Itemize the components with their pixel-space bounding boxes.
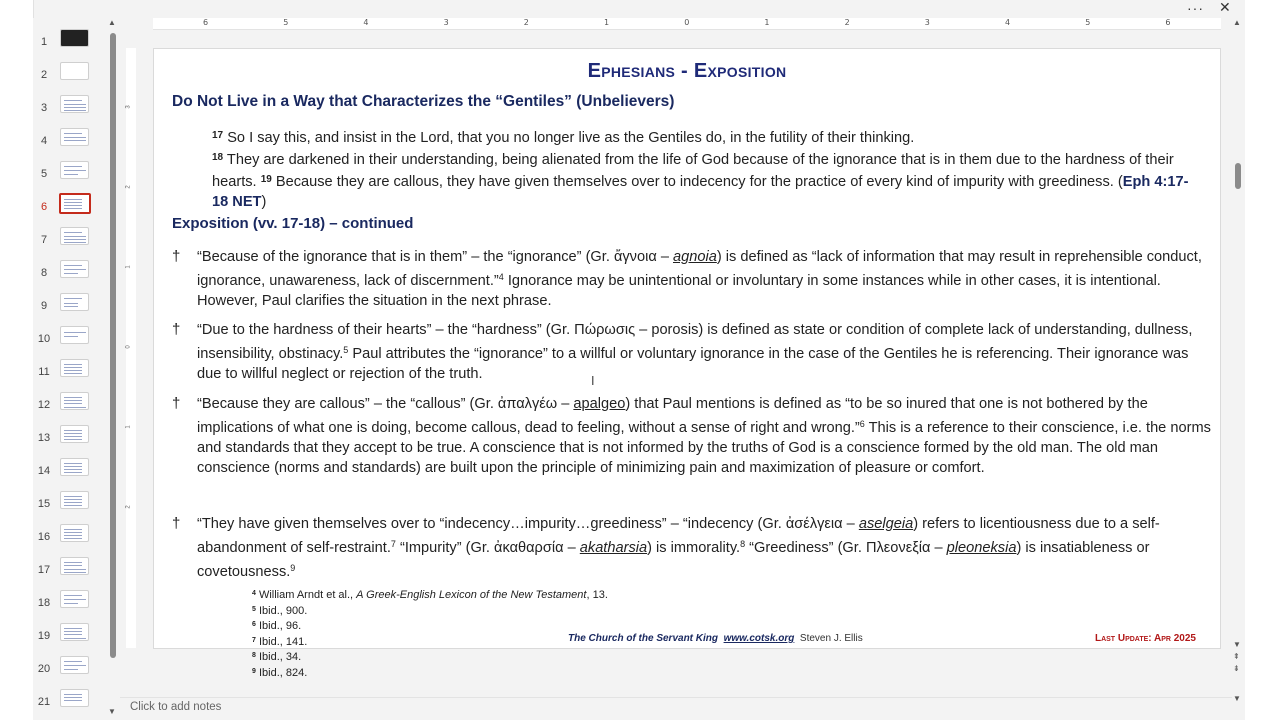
footnote-number: 8 (252, 652, 256, 660)
footnote-item (252, 649, 608, 665)
preview-line (64, 661, 82, 662)
slide-canvas[interactable] (153, 48, 1221, 679)
scripture-quote[interactable]: $^{17}$ So I say this, and insist in the Lord, that you no longer live as the Gentiles do, in the futility of their thinking. $^{18}$ They are darkened in their understanding, being alienated from the life of God because of the ignorance that is in them due to the hardness of their hearts. $^{19}$ Because they are callous, they have given themselves over to indecency for the practice of every kind of impurity with greediness. (Eph 4:17-18 NET) (212, 130, 1189, 210)
preview-line (64, 239, 86, 240)
preview-line (64, 236, 86, 237)
preview-line (64, 166, 82, 167)
footnote-item (252, 665, 608, 681)
footer-url-link[interactable]: www.cotsk.org (723, 633, 795, 644)
preview-line (64, 430, 82, 431)
preview-line (64, 529, 82, 530)
vertical-ruler (126, 48, 136, 648)
greek-term: agnoia (673, 249, 717, 265)
preview-line (64, 569, 86, 570)
verse-19-text: Because they are callous, they have given themselves over to indecency for the practice of every kind of impurity with greediness. (275, 174, 1114, 190)
preview-line (64, 496, 82, 497)
ruler-tick-label: 3 (125, 105, 132, 109)
preview-line (64, 202, 82, 203)
slide-number: 3 (40, 102, 48, 114)
preview-line (64, 469, 82, 470)
footnote-item (252, 603, 608, 619)
slide-preview-image[interactable] (60, 227, 89, 245)
author-name: Steven J. Ellis (799, 633, 863, 644)
slide-preview-image[interactable] (60, 29, 89, 47)
ruler-tick-label: 1 (125, 265, 132, 269)
exposition-subheading[interactable]: Exposition (vv. 17-18) – continued (172, 215, 414, 232)
ruler-tick-label: 4 (1005, 18, 1011, 27)
section-heading[interactable]: Do Not Live in a Way that Characterizes the “Gentiles” (Unbelievers) (172, 93, 675, 110)
greek-term: apalgeo (573, 396, 626, 412)
footnote-item (252, 634, 608, 650)
slide-preview-image[interactable] (60, 95, 89, 113)
ruler-tick-label: 2 (844, 18, 850, 27)
ruler-tick-label: 1 (125, 425, 132, 429)
bullet-text-part: ) is defined as “lack of information that may result in reprehensible conduct, ignorance, unawareness, lack of discernment.” (197, 249, 1202, 289)
bullet-text (197, 320, 1212, 384)
last-update: Last Update: Apr 2025 (1094, 633, 1196, 644)
slide-number: 9 (40, 300, 48, 312)
footnote-ref: 6 (859, 419, 865, 429)
preview-line (64, 700, 82, 701)
preview-line (64, 535, 82, 536)
slide-preview-image[interactable] (60, 557, 89, 575)
slide-scrollbar[interactable] (1232, 18, 1244, 703)
preview-line (64, 174, 78, 175)
dagger-bullet-icon: † (172, 248, 181, 265)
footer-credit (568, 633, 863, 644)
ruler-tick-label: 0 (684, 18, 690, 27)
preview-line (64, 628, 82, 629)
ruler-tick-label: 3 (443, 18, 449, 27)
slide-number: 13 (37, 432, 51, 444)
ruler-tick-label: 2 (125, 185, 132, 189)
ruler-tick-label: 0 (125, 345, 132, 349)
footnote-text: William Arndt et al., (255, 589, 357, 601)
footnote-text: Ibid., 96. (255, 620, 302, 633)
dagger-bullet-icon: † (172, 395, 181, 412)
preview-line (64, 638, 86, 639)
footnotes[interactable] (252, 587, 608, 681)
verse-18-text: They are darkened in their understanding, being alienated from the life of God because of the ignorance that is in them due to the hardness of their hearts. (212, 152, 1174, 190)
preview-line (64, 373, 82, 374)
preview-line (64, 133, 82, 134)
preview-line (64, 562, 82, 563)
right-margin (1245, 0, 1280, 720)
preview-line (64, 665, 86, 666)
footnote-ref: 5 (343, 345, 349, 355)
bullet-text (197, 247, 1212, 311)
bullet-text-part: ) is immorality. (647, 540, 741, 556)
footnote-ref: 8 (740, 539, 746, 549)
footnote-text: , 13. (586, 589, 608, 601)
slide-preview-image[interactable] (60, 293, 89, 311)
preview-line (64, 472, 82, 473)
scripture-reference: Eph 4:17-18 NET (212, 174, 1189, 210)
preview-line (64, 273, 78, 274)
slide-number: 2 (40, 69, 48, 81)
slide-number: 14 (37, 465, 51, 477)
dagger-bullet-icon: † (172, 515, 181, 532)
slide-preview-image[interactable] (59, 193, 91, 214)
ruler-tick-label: 4 (363, 18, 369, 27)
preview-line (64, 100, 82, 101)
slide-preview-image[interactable] (60, 260, 89, 278)
slide-preview-image[interactable] (60, 425, 89, 443)
preview-line (64, 407, 86, 408)
verse-17-text: So I say this, and insist in the Lord, that you no longer live as the Gentiles do, in the futility of their thinking. (227, 130, 915, 146)
ruler-tick-label: 3 (924, 18, 930, 27)
ruler-tick-label: 1 (604, 18, 610, 27)
footnote-ref: 4 (498, 272, 504, 282)
slide-preview-image[interactable] (60, 524, 89, 542)
verse-number: 19 (260, 174, 272, 185)
slide-number: 10 (37, 333, 51, 345)
footnote-text: Ibid., 824. (255, 666, 308, 679)
slide-preview-image[interactable] (60, 491, 89, 509)
preview-line (64, 694, 82, 695)
bullet-text-part: “Due to the hardness of their hearts” – the “hardness” (Gr. Πώρωσις – porosis) is defined as state or condition of complete lack of understanding, dullness, insensibility, obstinacy. (197, 322, 1193, 362)
footnote-text: Ibid., 141. (255, 635, 308, 648)
greek-term: akatharsia (579, 540, 648, 556)
scroll-down-arrow-icon[interactable]: ▼ (1233, 694, 1241, 703)
preview-line (64, 104, 86, 105)
slide-number: 20 (37, 663, 51, 675)
preview-line (64, 499, 82, 500)
preview-line (64, 565, 82, 566)
slide-number: 11 (38, 366, 50, 378)
notes-placeholder[interactable]: Click to add notes (130, 701, 222, 713)
footnote-number: 6 (252, 621, 256, 629)
preview-line (64, 332, 86, 333)
ruler-tick-label: 2 (523, 18, 529, 27)
preview-line (64, 595, 82, 596)
preview-line (64, 199, 82, 200)
ruler-tick-label: 2 (125, 505, 132, 509)
preview-line (64, 397, 82, 398)
preview-line (64, 572, 86, 573)
slide-preview-image[interactable] (60, 326, 89, 344)
ruler-tick-label: 6 (1165, 18, 1171, 27)
bullet-text (197, 514, 1212, 582)
bullet-text-part: “Greediness” (Gr. Πλεονεξία – (745, 540, 947, 556)
slide-preview-image[interactable] (60, 161, 89, 179)
preview-line (64, 400, 82, 401)
ruler-tick-label: 1 (764, 18, 770, 27)
footnote-ref: 7 (390, 539, 396, 549)
preview-line (64, 433, 82, 434)
more-options-icon[interactable]: ··· (1187, 0, 1204, 16)
slide-scroll-thumb[interactable] (1235, 163, 1241, 189)
slide-preview-image[interactable] (60, 128, 89, 146)
slide-number: 7 (40, 234, 48, 246)
preview-line (64, 170, 86, 171)
preview-line (64, 634, 82, 635)
preview-line (64, 208, 82, 209)
notes-pane[interactable] (120, 697, 1232, 717)
slide-number: 17 (37, 564, 51, 576)
preview-line (64, 336, 78, 337)
preview-line (64, 364, 82, 365)
preview-line (64, 269, 86, 270)
preview-line (64, 265, 82, 266)
slide-preview-image[interactable] (60, 359, 89, 377)
footnote-text: Ibid., 900. (255, 604, 308, 617)
slide-preview-image[interactable] (60, 392, 89, 410)
next-slide-icon[interactable]: ⇟ (1233, 664, 1240, 673)
preview-line (64, 110, 86, 111)
slide-preview-image[interactable] (60, 623, 89, 641)
scroll-down-arrow-icon[interactable]: ▼ (108, 707, 116, 716)
slide-number: 6 (40, 201, 48, 213)
preview-line (64, 603, 78, 604)
bullet-text (197, 394, 1212, 478)
left-margin (0, 0, 33, 720)
bullet-text-part: ) is insatiableness or covetousness. (197, 540, 1150, 580)
verse-number: 17 (212, 130, 224, 141)
greek-term: aselgeia (858, 516, 914, 532)
footnote-number: 5 (252, 605, 256, 613)
preview-line (64, 403, 82, 404)
text-cursor-icon: I (591, 374, 595, 388)
preview-line (64, 466, 82, 467)
preview-line (64, 107, 86, 108)
preview-line (64, 502, 82, 503)
footnote-number: 7 (252, 636, 256, 644)
greek-term: pleoneksia (946, 540, 1017, 556)
ruler-tick-label: 5 (283, 18, 289, 27)
thumbnails-scrollbar[interactable] (108, 18, 118, 718)
thumbnails-scroll-thumb[interactable] (110, 33, 116, 658)
slide-number: 12 (37, 399, 51, 411)
footnote-item (252, 587, 608, 603)
footnote-title: A Greek-English Lexicon of the New Testament (356, 589, 587, 601)
preview-line (64, 303, 78, 304)
close-icon[interactable]: ✕ (1219, 0, 1231, 15)
preview-line (64, 631, 82, 632)
preview-line (64, 697, 82, 698)
slide-number: 18 (37, 597, 51, 609)
preview-line (64, 140, 86, 141)
preview-line (64, 532, 82, 533)
preview-line (64, 599, 86, 600)
preview-line (64, 538, 82, 539)
preview-line (64, 505, 82, 506)
bullet-text-part: ) that Paul mentions is defined as “to be so inured that one is not bothered by the implications of what one is doing, become callous, dead to feeling, without a sense of right and wrong.” (197, 396, 1148, 436)
horizontal-ruler (153, 18, 1221, 30)
slide-number: 1 (40, 36, 48, 48)
bullet-text-part: Ignorance may be unintentional or involuntary in some instances while in other cases, it is intentional. However, Paul clarifies the situation in the next phrase. (197, 273, 1161, 309)
preview-line (64, 669, 78, 670)
slide-preview-image[interactable] (60, 689, 89, 707)
ruler-tick-label: 6 (203, 18, 209, 27)
preview-line (64, 232, 82, 233)
church-name: The Church of the Servant King (568, 633, 719, 644)
previous-slide-icon[interactable]: ⇞ (1233, 652, 1240, 661)
preview-line (64, 439, 82, 440)
bullet-text-part: “They have given themselves over to “indecency…impurity…greediness” – “indecency (Gr. ἀσέλγεια – (197, 516, 859, 532)
verse-number: 18 (212, 152, 224, 163)
slide-number: 19 (37, 630, 51, 642)
scroll-up-arrow-icon[interactable]: ▲ (108, 18, 116, 27)
slide-title[interactable]: Ephesians - Exposition (587, 60, 787, 82)
slide-number: 4 (40, 135, 48, 147)
bullet-text-part: “Because they are callous” – the “callous” (Gr. ἀπαλγέω – (197, 396, 574, 412)
preview-line (64, 370, 82, 371)
slide-number: 16 (37, 531, 51, 543)
preview-line (64, 205, 82, 206)
footnote-item (252, 618, 608, 634)
slide-number: 21 (37, 696, 51, 708)
scroll-up-arrow-icon[interactable]: ▲ (1233, 18, 1241, 27)
footnote-text: Ibid., 34. (255, 651, 302, 664)
preview-line (64, 463, 82, 464)
footnote-number: 9 (252, 667, 256, 675)
preview-line (64, 137, 86, 138)
slide-preview-image[interactable] (60, 656, 89, 674)
slide-number: 5 (40, 168, 48, 180)
preview-line (64, 367, 82, 368)
footnote-ref: 9 (290, 563, 296, 573)
bullet-text-part: “Impurity” (Gr. ἀκαθαρσία – (395, 540, 580, 556)
bullet-text-part: Paul attributes the “ignorance” to a willful or voluntary ignorance in the case of the Gentiles he is referencing. Their ignorance was due to willful neglect or rejection of the truth. (197, 346, 1189, 382)
slide-preview-image[interactable] (60, 590, 89, 608)
scroll-down-arrow-icon[interactable]: ▼ (1233, 640, 1241, 649)
bullet-text-part: ) refers to licentiousness due to a self-abandonment of self-restraint. (197, 516, 1160, 556)
preview-line (64, 436, 82, 437)
slide-number: 15 (37, 498, 51, 510)
footnote-number: 4 (252, 590, 256, 597)
preview-line (64, 298, 82, 299)
preview-line (64, 306, 78, 307)
ruler-tick-label: 5 (1085, 18, 1091, 27)
bullet-text-part: “Because of the ignorance that is in them” – the “ignorance” (Gr. ἄγνοια – (197, 249, 673, 265)
slide-preview-image[interactable] (60, 458, 89, 476)
slide-number: 8 (40, 267, 48, 279)
dagger-bullet-icon: † (172, 321, 181, 338)
bullet-text-part: This is a reference to their conscience, i.e. the norms and standards that they accept to be true. A conscience that is not informed by the truths of God is a conscience formed by the old man. The old man conscience (norms and standards) are built upon the principle of minimizing pain and maximization of pleasure or comfort. (197, 420, 1211, 476)
preview-line (64, 242, 86, 243)
slide-preview-image[interactable] (60, 62, 89, 80)
